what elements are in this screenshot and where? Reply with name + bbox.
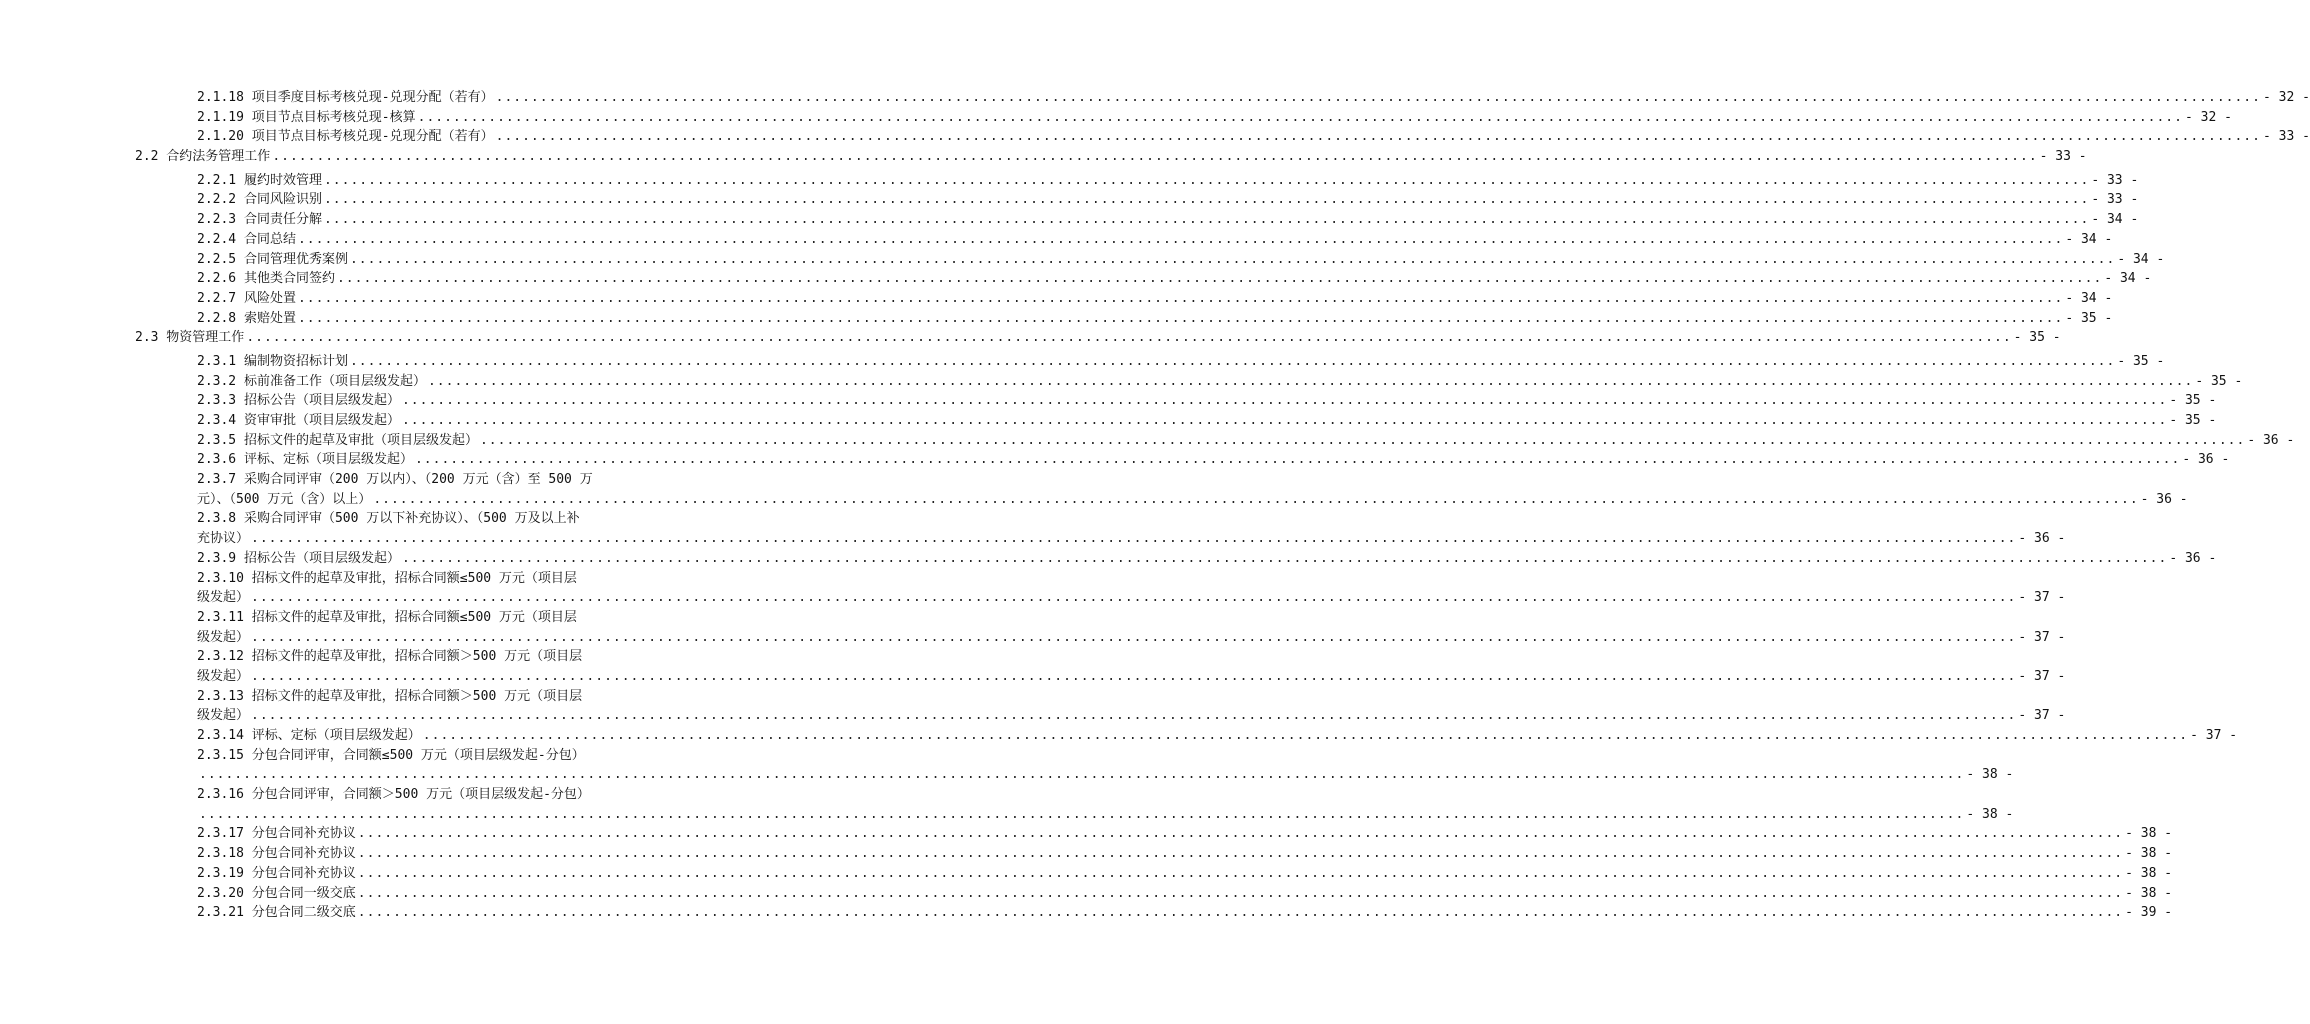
- toc-dot-leader: ........................................................................................................................................................................................................: [251, 531, 2017, 547]
- toc-dot-leader: ........................................................................................................................................................................................................: [323, 212, 2090, 228]
- toc-entry-title: 2.3.9 招标公告（项目层级发起）: [197, 550, 400, 566]
- toc-page-number: - 33 -: [2262, 129, 2310, 145]
- toc-entry-line: [197, 746, 615, 766]
- toc-subsection-entry[interactable]: [0, 210, 2139, 230]
- toc-entry-line: [197, 230, 2113, 250]
- toc-dot-leader: ........................................................................................................................................................................................................: [495, 129, 2261, 145]
- toc-entry-line: [197, 569, 615, 589]
- toc-entry-title: 2.1.19 项目节点目标考核兑现-核算: [197, 109, 416, 125]
- toc-dot-leader: ........................................................................................................................................................................................................: [401, 393, 2168, 409]
- toc-entry-line: [197, 352, 2165, 372]
- toc-entry-line: [197, 289, 2113, 309]
- toc-entry-line: [197, 470, 615, 490]
- toc-subsection-entry[interactable]: [0, 844, 2173, 864]
- toc-entry-line: [197, 903, 2173, 923]
- toc-entry-line: [197, 647, 615, 667]
- toc-subsection-entry[interactable]: [0, 726, 2238, 746]
- toc-dot-leader: ........................................................................................................................................................................................................: [373, 491, 2139, 507]
- toc-section-entry[interactable]: [0, 147, 2087, 167]
- toc-page-number: - 37 -: [2018, 629, 2066, 645]
- toc-entry-line: [197, 588, 2066, 608]
- toc-entry-line: [197, 726, 2238, 746]
- toc-entry-title: 2.3.17 分包合同补充协议: [197, 826, 356, 842]
- toc-subsection-entry[interactable]: [0, 289, 2113, 309]
- toc-subsection-entry[interactable]: [0, 884, 2173, 904]
- toc-page-number: - 36 -: [2247, 432, 2295, 448]
- toc-entry-line: [197, 628, 2066, 648]
- toc-dot-leader: ........................................................................................................................................................................................................: [349, 353, 2116, 369]
- toc-dot-leader: ........................................................................................................................................................................................................: [427, 373, 2194, 389]
- toc-entry-title: 2.3.11 招标文件的起草及审批，招标合同额≤500 万元（项目层: [197, 609, 577, 625]
- toc-entry-title: 2.2.6 其他类合同签约: [197, 271, 335, 287]
- toc-subsection-entry[interactable]: [0, 269, 2152, 289]
- toc-dot-leader: ........................................................................................................................................................................................................: [417, 109, 2183, 125]
- toc-dot-leader: ........................................................................................................................................................................................................: [422, 728, 2189, 743]
- toc-dot-leader: ........................................................................................................................................................................................................: [357, 826, 2124, 842]
- toc-dot-leader: ........................................................................................................................................................................................................: [297, 231, 2064, 247]
- toc-entry-title: 2.3.2 标前准备工作（项目层级发起）: [197, 373, 426, 389]
- toc-entry-line: [197, 608, 615, 628]
- toc-subsection-entry[interactable]: [0, 746, 2014, 785]
- toc-entry-line: [197, 88, 2310, 108]
- toc-page-number: - 35 -: [2169, 393, 2217, 409]
- toc-entry-title: 2.3.15 分包合同评审，合同额≤500 万元（项目层级发起-分包）: [197, 747, 585, 763]
- toc-entry-title: 级发起）: [197, 629, 250, 645]
- toc-entry-line: [135, 328, 2061, 348]
- toc-entry-line: [197, 706, 2066, 726]
- toc-entry-line: [197, 108, 2232, 128]
- table-of-contents: [0, 88, 2310, 923]
- toc-entry-title: 2.3.5 招标文件的起草及审批（项目层级发起）: [197, 432, 478, 448]
- toc-subsection-entry[interactable]: [0, 88, 2310, 108]
- toc-entry-title: 2.3.8 采购合同评审（500 万以下补充协议）、（500 万及以上补: [197, 511, 580, 527]
- toc-entry-title: 2.3.10 招标文件的起草及审批，招标合同额≤500 万元（项目层: [197, 570, 577, 586]
- toc-subsection-entry[interactable]: [0, 250, 2165, 270]
- toc-subsection-entry[interactable]: [0, 391, 2217, 411]
- toc-entry-title: 2.2.2 合同风险识别: [197, 192, 322, 208]
- toc-dot-leader: ........................................................................................................................................................................................................: [349, 251, 2116, 267]
- toc-page-number: - 38 -: [1966, 806, 2014, 822]
- toc-subsection-entry[interactable]: [0, 372, 2243, 392]
- toc-dot-leader: ........................................................................................................................................................................................................: [199, 806, 1965, 822]
- toc-dot-leader: ........................................................................................................................................................................................................: [297, 290, 2064, 306]
- toc-subsection-entry[interactable]: [0, 309, 2113, 329]
- toc-subsection-entry[interactable]: [0, 903, 2173, 923]
- toc-subsection-entry[interactable]: [0, 190, 2139, 210]
- toc-subsection-entry[interactable]: [0, 450, 2230, 470]
- toc-entry-title: 2.3.13 招标文件的起草及审批，招标合同额＞500 万元（项目层: [197, 688, 583, 704]
- toc-page-number: - 34 -: [2065, 231, 2113, 247]
- toc-page-number: - 38 -: [2125, 826, 2173, 842]
- toc-page-number: - 38 -: [2125, 885, 2173, 901]
- toc-entry-line: [197, 824, 2173, 844]
- toc-entry-line: [197, 190, 2139, 210]
- toc-dot-leader: ........................................................................................................................................................................................................: [414, 452, 2181, 468]
- toc-entry-line: [197, 529, 2066, 549]
- toc-page-number: - 34 -: [2117, 251, 2165, 267]
- toc-dot-leader: ........................................................................................................................................................................................................: [401, 413, 2168, 428]
- toc-entry-title: 2.3.3 招标公告（项目层级发起）: [197, 393, 400, 409]
- toc-dot-leader: ........................................................................................................................................................................................................: [401, 550, 2168, 566]
- toc-page-number: - 37 -: [2190, 728, 2238, 743]
- toc-dot-leader: ........................................................................................................................................................................................................: [251, 668, 2017, 684]
- toc-dot-leader: ........................................................................................................................................................................................................: [323, 172, 2090, 188]
- toc-page-number: - 35 -: [2117, 353, 2165, 369]
- toc-entry-title: 2.3.21 分包合同二级交底: [197, 905, 356, 921]
- toc-subsection-entry[interactable]: [0, 824, 2173, 844]
- toc-entry-line: [197, 844, 2173, 864]
- toc-page-number: - 36 -: [2182, 452, 2230, 468]
- toc-entry-line: [197, 490, 2188, 510]
- toc-subsection-entry[interactable]: [0, 608, 2066, 647]
- toc-page-number: - 35 -: [2013, 330, 2061, 346]
- toc-subsection-entry[interactable]: [0, 569, 2066, 608]
- toc-dot-leader: ........................................................................................................................................................................................................: [251, 590, 2017, 606]
- toc-entry-line: [197, 431, 2295, 451]
- toc-entry-line: [197, 884, 2173, 904]
- toc-entry-line: [197, 667, 2066, 687]
- toc-entry-title: 2.3.16 分包合同评审，合同额＞500 万元（项目层级发起-分包）: [197, 787, 590, 803]
- toc-entry-line: [197, 171, 2139, 191]
- toc-entry-line: [197, 269, 2152, 289]
- toc-page-number: - 37 -: [2018, 668, 2066, 684]
- toc-entry-title: 2.2.8 索赔处置: [197, 310, 296, 326]
- toc-entry-title: 2.3.18 分包合同补充协议: [197, 846, 356, 862]
- toc-page-number: - 34 -: [2104, 271, 2152, 287]
- toc-entry-title: 2.3.7 采购合同评审（200 万以内）、（200 万元（含）至 500 万: [197, 472, 593, 488]
- toc-entry-title: 2.3.14 评标、定标（项目层级发起）: [197, 728, 421, 743]
- toc-entry-line: [197, 210, 2139, 230]
- toc-entry-title: 级发起）: [197, 668, 250, 684]
- toc-page-number: - 37 -: [2018, 590, 2066, 606]
- toc-entry-title: 2.2 合约法务管理工作: [135, 149, 271, 165]
- toc-entry-title: 2.3.6 评标、定标（项目层级发起）: [197, 452, 413, 468]
- toc-entry-title: 2.2.1 履约时效管理: [197, 172, 322, 188]
- toc-subsection-entry[interactable]: [0, 549, 2217, 569]
- toc-dot-leader: ........................................................................................................................................................................................................: [246, 330, 2012, 346]
- toc-subsection-entry[interactable]: [0, 509, 2066, 548]
- toc-entry-line: [197, 372, 2243, 392]
- toc-subsection-entry[interactable]: [0, 411, 2217, 431]
- toc-entry-line: [197, 309, 2113, 329]
- toc-dot-leader: ........................................................................................................................................................................................................: [199, 767, 1965, 783]
- toc-entry-title: 2.3.20 分包合同一级交底: [197, 885, 356, 901]
- toc-entry-line: [197, 687, 615, 707]
- toc-entry-line: [197, 127, 2310, 147]
- toc-subsection-entry[interactable]: [0, 647, 2066, 686]
- toc-entry-line: [197, 450, 2230, 470]
- toc-entry-line: [197, 785, 615, 805]
- toc-page-number: - 36 -: [2140, 491, 2188, 507]
- toc-page-number: - 38 -: [2125, 846, 2173, 862]
- toc-entry-line: [197, 391, 2217, 411]
- toc-dot-leader: ........................................................................................................................................................................................................: [272, 149, 2038, 165]
- toc-page-number: - 33 -: [2091, 172, 2139, 188]
- toc-entry-title: 元）、（500 万元（含）以上）: [197, 491, 372, 507]
- toc-page-number: - 38 -: [1966, 767, 2014, 783]
- toc-entry-title: 2.3.19 分包合同补充协议: [197, 865, 356, 881]
- toc-subsection-entry[interactable]: [0, 108, 2232, 128]
- toc-page-number: - 33 -: [2039, 149, 2087, 165]
- toc-dot-leader: ........................................................................................................................................................................................................: [357, 865, 2124, 881]
- toc-dot-leader: ........................................................................................................................................................................................................: [297, 310, 2064, 326]
- toc-entry-line: [197, 411, 2217, 431]
- toc-entry-title: 2.3.4 资审审批（项目层级发起）: [197, 413, 400, 428]
- toc-dot-leader: ........................................................................................................................................................................................................: [251, 708, 2017, 724]
- toc-entry-title: 2.2.5 合同管理优秀案例: [197, 251, 348, 267]
- toc-dot-leader: ........................................................................................................................................................................................................: [251, 629, 2017, 645]
- toc-entry-line: [135, 147, 2087, 167]
- toc-subsection-entry[interactable]: [0, 230, 2113, 250]
- toc-section-entry[interactable]: [0, 328, 2061, 348]
- toc-subsection-entry[interactable]: [0, 431, 2295, 451]
- toc-entry-title: 2.3 物资管理工作: [135, 330, 245, 346]
- toc-entry-title: 2.3.1 编制物资招标计划: [197, 353, 348, 369]
- toc-dot-leader: ........................................................................................................................................................................................................: [357, 885, 2124, 901]
- toc-page-number: - 34 -: [2091, 212, 2139, 228]
- toc-entry-line: [197, 509, 615, 529]
- toc-entry-title: 2.1.20 项目节点目标考核兑现-兑现分配（若有）: [197, 129, 494, 145]
- toc-entry-title: 2.1.18 项目季度目标考核兑现-兑现分配（若有）: [197, 90, 494, 105]
- toc-page-number: - 37 -: [2018, 708, 2066, 724]
- toc-page-number: - 35 -: [2169, 413, 2217, 428]
- toc-entry-title: 2.2.7 风险处置: [197, 290, 296, 306]
- toc-page-number: - 35 -: [2065, 310, 2113, 326]
- toc-page-number: - 39 -: [2125, 905, 2173, 921]
- toc-page-number: - 36 -: [2018, 531, 2066, 547]
- toc-dot-leader: ........................................................................................................................................................................................................: [357, 846, 2124, 862]
- toc-subsection-entry[interactable]: [0, 864, 2173, 884]
- toc-page-number: - 32 -: [2262, 90, 2310, 105]
- toc-entry-line: [197, 765, 2014, 785]
- toc-entry-title: 2.2.4 合同总结: [197, 231, 296, 247]
- toc-entry-title: 级发起）: [197, 708, 250, 724]
- toc-dot-leader: ........................................................................................................................................................................................................: [495, 90, 2261, 105]
- toc-subsection-entry[interactable]: [0, 470, 2188, 509]
- toc-page-number: - 36 -: [2169, 550, 2217, 566]
- toc-entry-line: [197, 805, 2014, 825]
- toc-dot-leader: ........................................................................................................................................................................................................: [336, 271, 2103, 287]
- toc-entry-title: 2.2.3 合同责任分解: [197, 212, 322, 228]
- toc-page-number: - 34 -: [2065, 290, 2113, 306]
- toc-entry-line: [197, 549, 2217, 569]
- toc-page-number: - 35 -: [2195, 373, 2243, 389]
- toc-subsection-entry[interactable]: [0, 171, 2139, 191]
- toc-page-number: - 32 -: [2184, 109, 2232, 125]
- toc-page-number: - 33 -: [2091, 192, 2139, 208]
- toc-page-number: - 38 -: [2125, 865, 2173, 881]
- toc-dot-leader: ........................................................................................................................................................................................................: [357, 905, 2124, 921]
- toc-entry-title: 2.3.12 招标文件的起草及审批，招标合同额＞500 万元（项目层: [197, 649, 583, 665]
- toc-dot-leader: ........................................................................................................................................................................................................: [323, 192, 2090, 208]
- toc-entry-title: 级发起）: [197, 590, 250, 606]
- toc-dot-leader: ........................................................................................................................................................................................................: [479, 432, 2246, 448]
- toc-subsection-entry[interactable]: [0, 785, 2014, 824]
- toc-subsection-entry[interactable]: [0, 127, 2310, 147]
- toc-entry-line: [197, 250, 2165, 270]
- toc-entry-line: [197, 864, 2173, 884]
- toc-subsection-entry[interactable]: [0, 352, 2165, 372]
- toc-entry-title: 充协议）: [197, 531, 250, 547]
- toc-subsection-entry[interactable]: [0, 687, 2066, 726]
